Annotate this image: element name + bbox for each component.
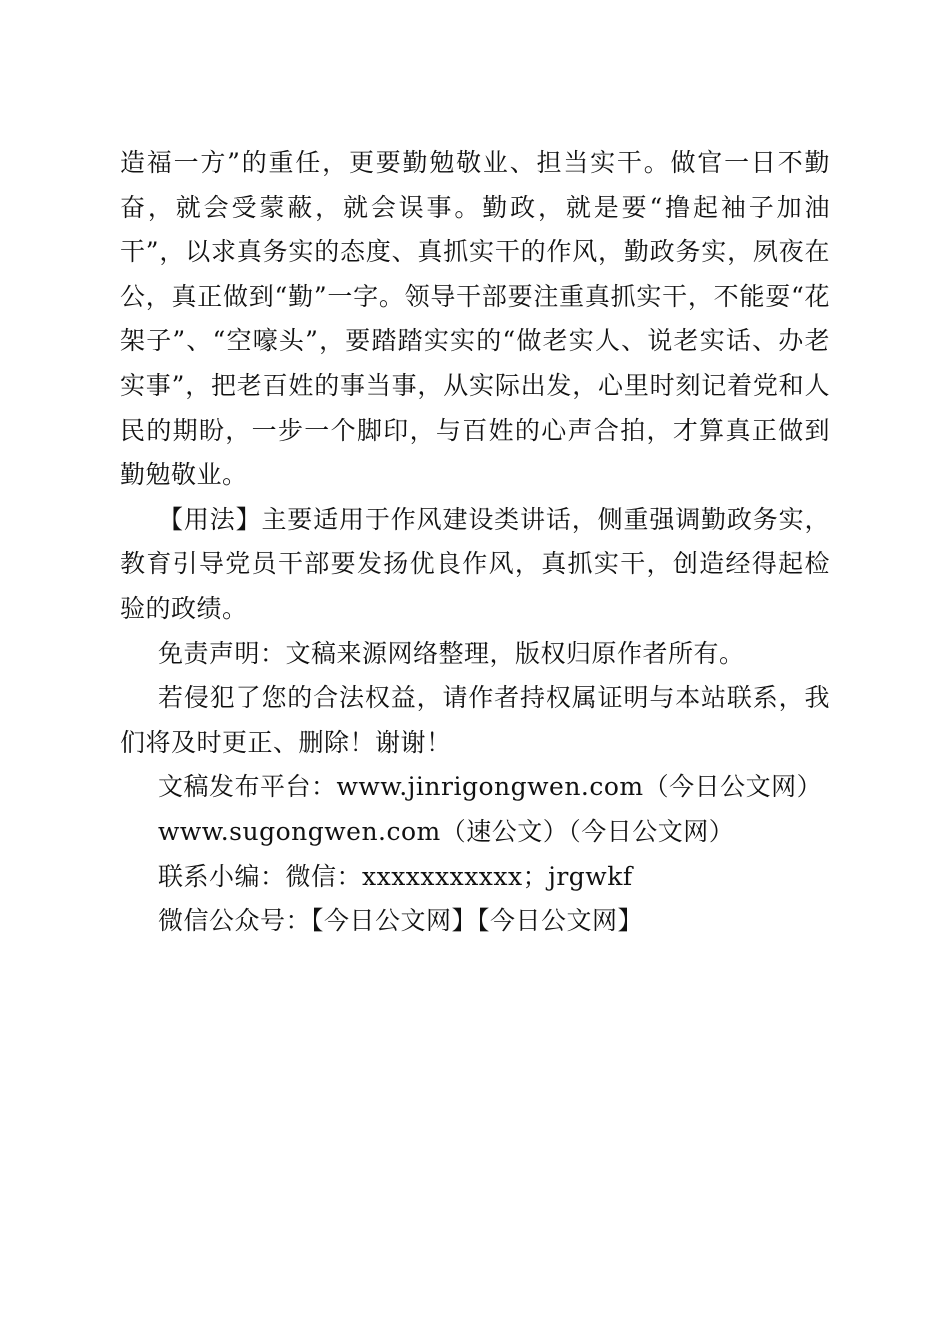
platform-line: 文稿发布平台：www.jinrigongwen.com（今日公文网） bbox=[158, 772, 823, 802]
wechat-account-line: 微信公众号：【今日公文网】【今日公文网】 bbox=[158, 906, 644, 936]
document-body bbox=[120, 141, 830, 944]
contact-line: 联系小编：微信：xxxxxxxxxxx；jrgwkf bbox=[158, 861, 633, 891]
infringement-notice: 若侵犯了您的合法权益，请作者持权属证明与本站联系，我们将及时更正、删除！谢谢！ bbox=[120, 683, 830, 757]
usage-paragraph: 【用法】主要适用于作风建设类讲话，侧重强调勤政务实，教育引导党员干部要发扬优良作风，真抓实干，创造经得起检验的政绩。 bbox=[120, 504, 830, 623]
site-line: www.sugongwen.com（速公文）（今日公文网） bbox=[158, 816, 735, 846]
disclaimer-text: 免责声明：文稿来源网络整理，版权归原作者所有。 bbox=[158, 638, 745, 668]
main-paragraph: 造福一方”的重任，更要勤勉敬业、担当实干。做官一日不勤奋，就会受蒙蔽，就会误事。勤政，就是要“撸起袖子加油干”，以求真务实的态度、真抓实干的作风，勤政务实，夙夜在公，真正做到“勤”一字。领导干部要注重真抓实干，不能耍“花架子”、“空嚎头”，要踏踏实实的“做老实人、说老实话、办老实事”，把老百姓的事当事，从实际出发，心里时刻记着党和人民的期盼，一步一个脚印，与百姓的心声合拍，才算真正做到勤勉敬业。 bbox=[120, 148, 830, 490]
